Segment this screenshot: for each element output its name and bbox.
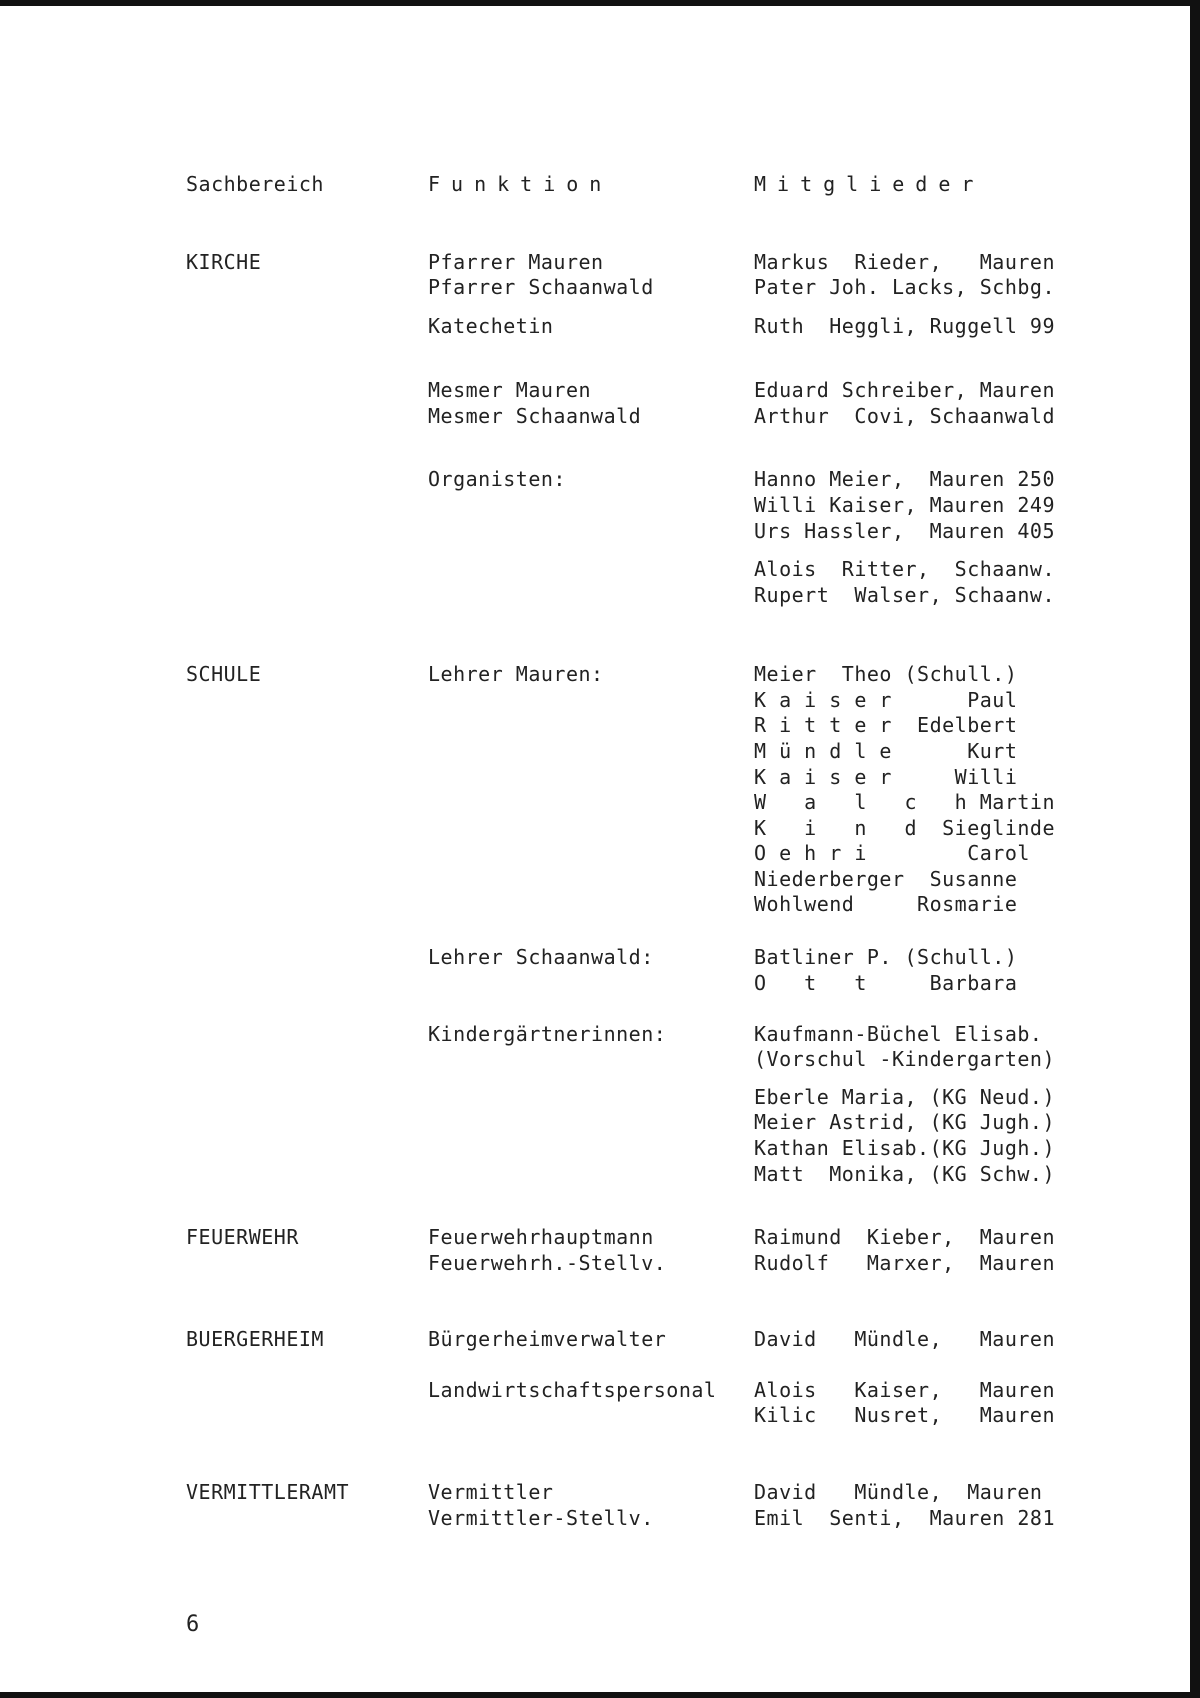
mitglied-cell: O e h r i Carol	[754, 841, 1030, 865]
funktion-cell: Feuerwehrhauptmann	[428, 1225, 654, 1249]
funktion-cell: Vermittler	[428, 1480, 554, 1504]
page-number: 6	[186, 1612, 200, 1637]
mitglied-cell: Eduard Schreiber, Mauren	[754, 378, 1055, 402]
mitglied-cell: Ruth Heggli, Ruggell 99	[754, 314, 1055, 338]
mitglied-cell: R i t t e r Edelbert	[754, 713, 1018, 737]
funktion-cell: Lehrer Mauren:	[428, 662, 604, 686]
mitglied-cell: Markus Rieder, Mauren	[754, 250, 1055, 274]
mitglied-cell: Rupert Walser, Schaanw.	[754, 583, 1055, 607]
mitglied-cell: Niederberger Susanne	[754, 867, 1018, 891]
mitglied-cell: David Mündle, Mauren	[754, 1480, 1043, 1504]
funktion-cell: Pfarrer Schaanwald	[428, 275, 654, 299]
funktion-cell: Feuerwehrh.-Stellv.	[428, 1251, 667, 1275]
mitglied-cell: Eberle Maria, (KG Neud.)	[754, 1085, 1055, 1109]
header-mitglieder: Mitglieder	[754, 172, 985, 196]
section-title-kirche: KIRCHE	[186, 250, 262, 274]
mitglied-cell: Batliner P. (Schull.)	[754, 945, 1018, 969]
mitglied-cell: Pater Joh. Lacks, Schbg.	[754, 275, 1055, 299]
mitglied-cell: Hanno Meier, Mauren 250	[754, 467, 1055, 491]
mitglied-cell: Kathan Elisab.(KG Jugh.)	[754, 1136, 1055, 1160]
page-border-bottom	[0, 1692, 1200, 1698]
mitglied-cell: O t t Barbara	[754, 971, 1018, 995]
funktion-cell: Lehrer Schaanwald:	[428, 945, 654, 969]
mitglied-cell: Rudolf Marxer, Mauren	[754, 1251, 1055, 1275]
funktion-cell: Mesmer Mauren	[428, 378, 592, 402]
mitglied-cell: (Vorschul -Kindergarten)	[754, 1047, 1055, 1071]
mitglied-cell: Wohlwend Rosmarie	[754, 892, 1018, 916]
mitglied-cell: Meier Theo (Schull.)	[754, 662, 1018, 686]
section-title-buergerheim: BUERGERHEIM	[186, 1327, 324, 1351]
header-funktion: Funktion	[428, 172, 613, 196]
mitglied-cell: M ü n d l e Kurt	[754, 739, 1018, 763]
mitglied-cell: Willi Kaiser, Mauren 249	[754, 493, 1055, 517]
header-sachbereich: Sachbereich	[186, 172, 324, 196]
funktion-cell: Bürgerheimverwalter	[428, 1327, 667, 1351]
mitglied-cell: Kaufmann-Büchel Elisab.	[754, 1022, 1043, 1046]
mitglied-cell: Emil Senti, Mauren 281	[754, 1506, 1055, 1530]
funktion-cell: Pfarrer Mauren	[428, 250, 604, 274]
funktion-cell: Organisten:	[428, 467, 566, 491]
section-title-feuerwehr: FEUERWEHR	[186, 1225, 299, 1249]
page-border-top	[0, 0, 1200, 6]
mitglied-cell: K i n d Sieglinde	[754, 816, 1055, 840]
funktion-cell: Kindergärtnerinnen:	[428, 1022, 667, 1046]
mitglied-cell: Urs Hassler, Mauren 405	[754, 519, 1055, 543]
funktion-cell: Mesmer Schaanwald	[428, 404, 642, 428]
funktion-cell: Vermittler-Stellv.	[428, 1506, 654, 1530]
page-border-right	[1190, 0, 1200, 1698]
mitglied-cell: Kilic Nusret, Mauren	[754, 1403, 1055, 1427]
mitglied-cell: Alois Kaiser, Mauren	[754, 1378, 1055, 1402]
mitglied-cell: David Mündle, Mauren	[754, 1327, 1055, 1351]
funktion-cell: Katechetin	[428, 314, 554, 338]
mitglied-cell: W a l c h Martin	[754, 790, 1055, 814]
mitglied-cell: Arthur Covi, Schaanwald	[754, 404, 1055, 428]
mitglied-cell: Alois Ritter, Schaanw.	[754, 557, 1055, 581]
mitglied-cell: Meier Astrid, (KG Jugh.)	[754, 1110, 1055, 1134]
mitglied-cell: Raimund Kieber, Mauren	[754, 1225, 1055, 1249]
mitglied-cell: K a i s e r Paul	[754, 688, 1018, 712]
funktion-cell: Landwirtschaftspersonal	[428, 1378, 717, 1402]
mitglied-cell: Matt Monika, (KG Schw.)	[754, 1162, 1055, 1186]
section-title-vermittleramt: VERMITTLERAMT	[186, 1480, 350, 1504]
section-title-schule: SCHULE	[186, 662, 262, 686]
mitglied-cell: K a i s e r Willi	[754, 765, 1018, 789]
